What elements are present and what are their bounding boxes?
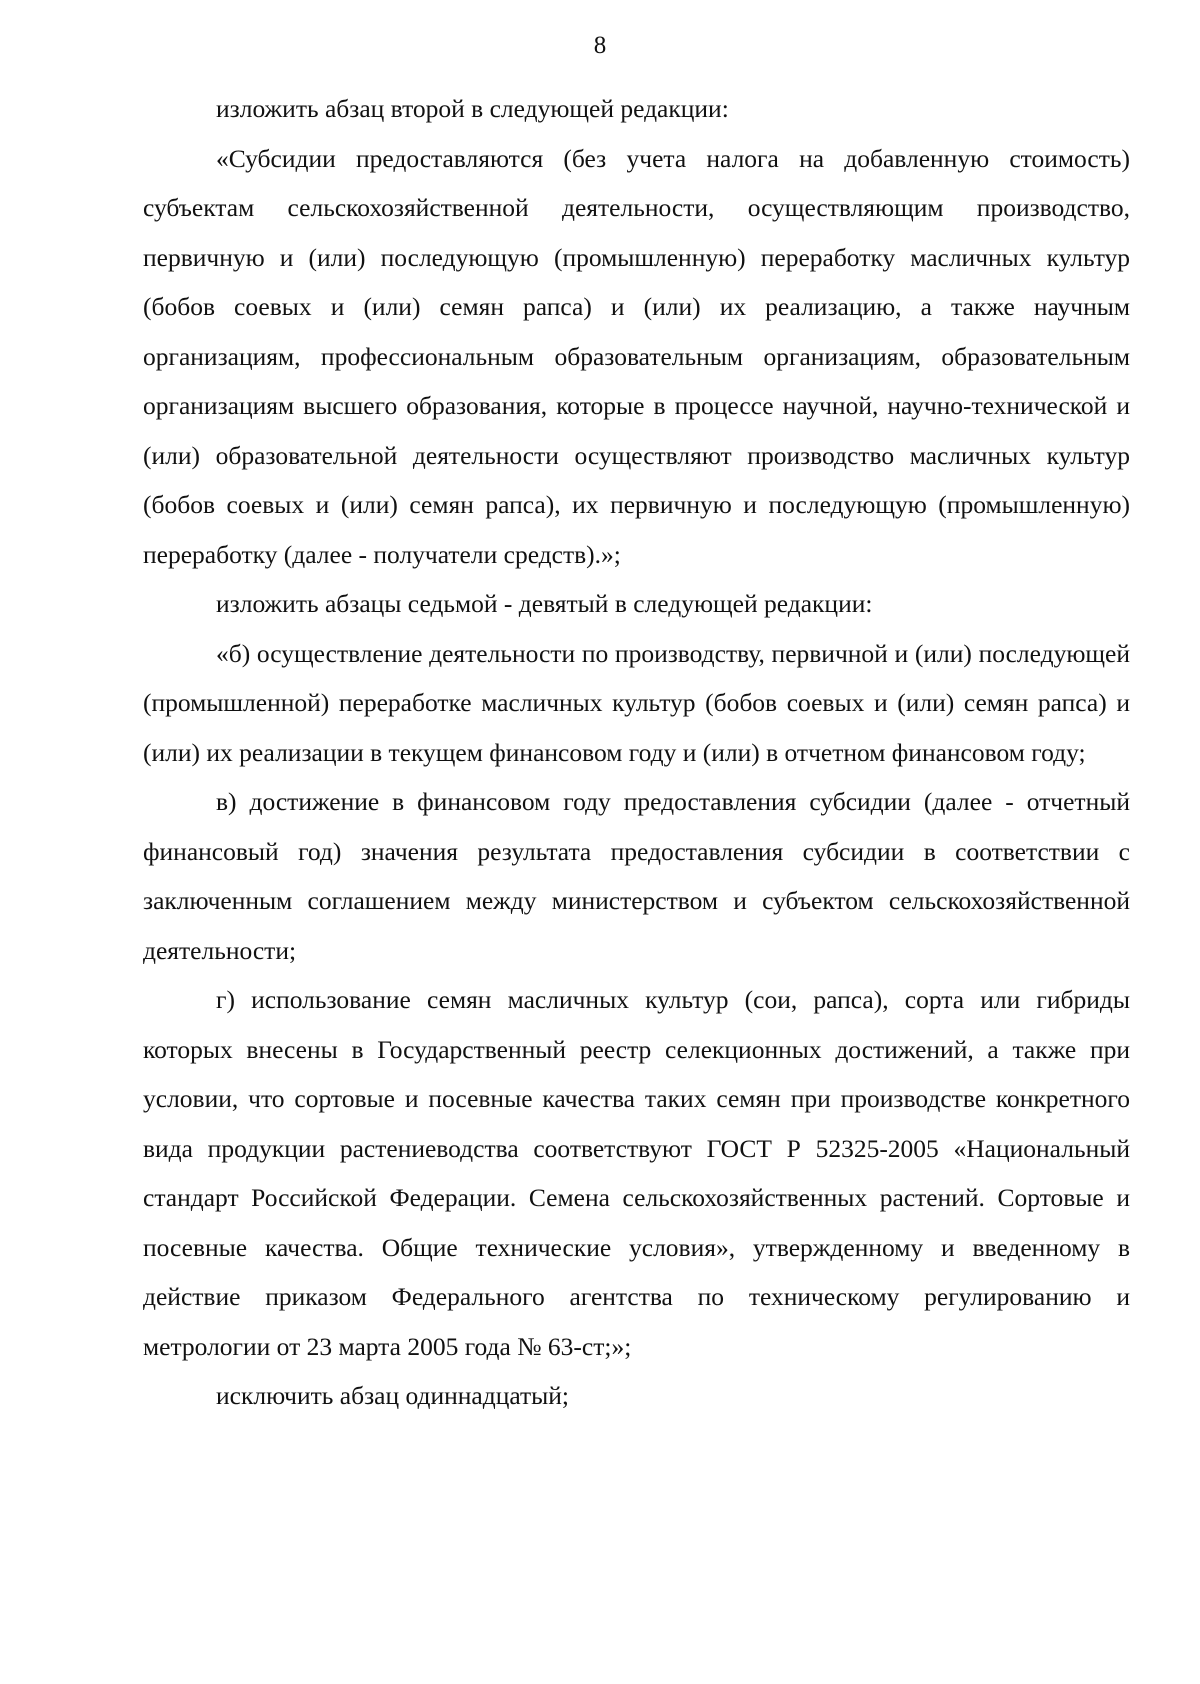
paragraph-instruction-3: исключить абзац одиннадцатый;	[216, 1381, 570, 1410]
paragraph-subsidy-recipients: «Субсидии предоставляются (без учета налога на добавленную стоимость) субъектам сельскохозяйственной деятельности, осуществляющим производство, первичную и (или) последующую (промышленную) переработку масличных культур (бобов соевых и (или) семян рапса) и (или) их реализацию, а также научным организациям, профессиональным образовательным организациям, образовательным организациям высшего образования, которые в процессе научной, научно-технической и (или) образовательной деятельности осуществляют производство масличных культур (бобов соевых и (или) семян рапса), их первичную и последующую (промышленную) переработку (далее - получатели средств).»;	[143, 143, 1130, 569]
paragraph-item-g: г) использование семян масличных культур (сои, рапса), сорта или гибриды которых внесены в Государственный реестр селекционных достижений, а также при условии, что сортовые и посевные качества таких семян при производстве конкретного вида продукции растениеводства соответствуют ГОСТ Р 52325-2005 «Национальный стандарт Российской Федерации. Семена сельскохозяйственных растений. Сортовые и посевные качества. Общие технические условия», утвержденному и введенному в действие приказом Федерального агентства по техническому регулированию и метрологии от 23 марта 2005 года № 63-ст;»;	[143, 985, 1130, 1361]
paragraph-item-v: в) достижение в финансовом году предоставления субсидии (далее - отчетный финансовый год) значения результата предоставления субсидии в соответствии с заключенным соглашением между министерством и субъектом сельскохозяйственной деятельности;	[143, 787, 1130, 965]
document-body	[143, 84, 1130, 1421]
paragraph-instruction-2: изложить абзацы седьмой - девятый в следующей редакции:	[216, 589, 873, 618]
paragraph-instruction-1: изложить абзац второй в следующей редакции:	[216, 94, 729, 123]
paragraph-item-b: «б) осуществление деятельности по производству, первичной и (или) последующей (промышленной) переработке масличных культур (бобов соевых и (или) семян рапса) и (или) их реализации в текущем финансовом году и (или) в отчетном финансовом году;	[143, 638, 1130, 767]
page-number: 8	[593, 32, 607, 59]
